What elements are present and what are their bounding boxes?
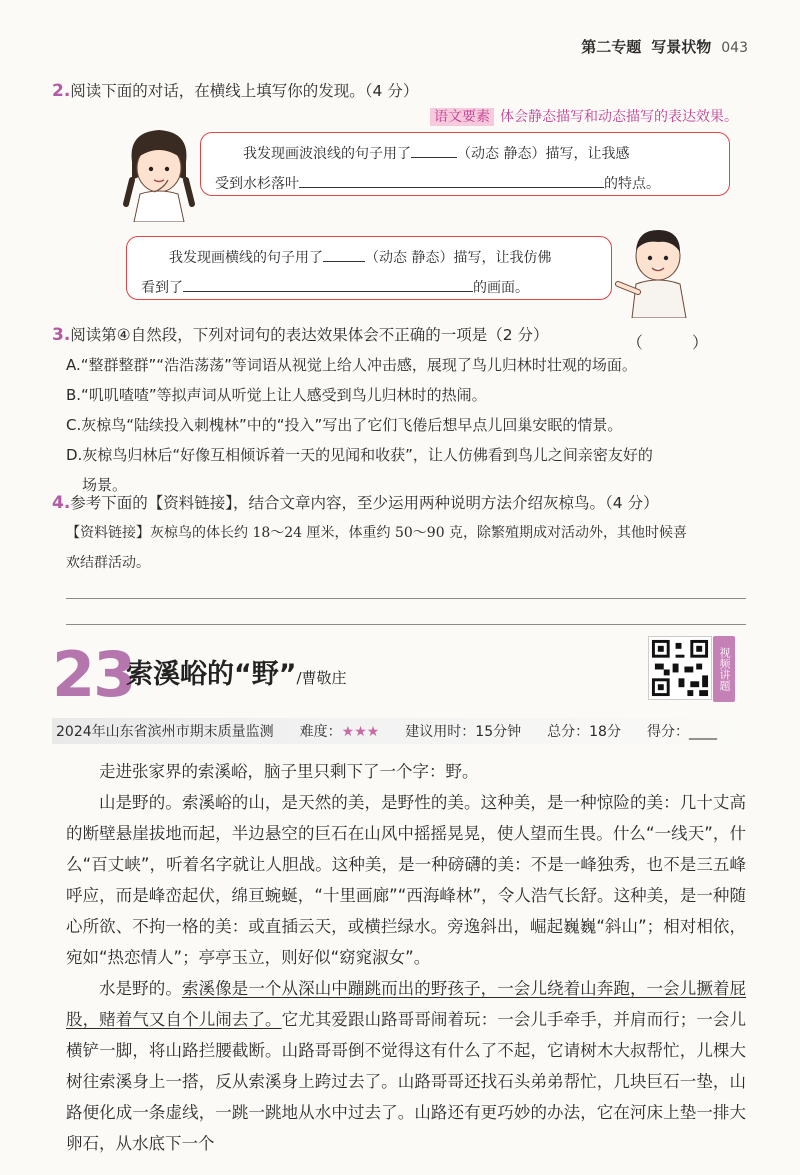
question-text: 参考下面的【资料链接】，结合文章内容，至少运用两种说明方法介绍灰椋鸟。（4 分） [70, 494, 659, 512]
question-number: 2. [52, 81, 71, 101]
option-d[interactable]: D.灰椋鸟归林后“好像互相倾诉着一天的见闻和收获”，让人仿佛看到鸟儿之间亲密友好的 [66, 446, 653, 464]
answer-blank-4[interactable] [183, 273, 473, 292]
bubble1-text-b: （动态 静态）描写，让我感 [457, 146, 630, 162]
difficulty [300, 721, 380, 741]
boy-illustration [612, 222, 698, 318]
page-number: 043 [721, 40, 748, 56]
answer-paren[interactable]: （ ） [626, 333, 730, 352]
bubble2-text-c: 看到了 [141, 280, 183, 296]
ref-label: 【资料链接】 [66, 525, 150, 541]
paragraph-1: 走进张家界的索溪峪，脑子里只剩下了一个字：野。 [99, 762, 479, 781]
score-field[interactable]: 得分：____ [646, 724, 717, 740]
lesson-title-text: 索溪峪的“野” [126, 659, 297, 690]
speech-bubble-boy [126, 236, 612, 300]
question-4 [52, 492, 659, 514]
question-number: 3. [52, 325, 71, 345]
bubble1-text-a: 我发现画波浪线的句子用了 [243, 146, 411, 162]
qr-code-icon[interactable] [648, 636, 712, 700]
bubble1-text-c: 受到水杉落叶 [215, 176, 299, 192]
p3-underlined: 索溪像是一个从深山中蹦跳而出的野孩子，一会儿绕着山奔跑，一会儿撅着屁股，赌着气又自个儿闹去了。 [66, 979, 747, 1029]
answer-blank-3[interactable] [323, 243, 365, 262]
answer-blank-1[interactable] [411, 139, 457, 158]
element-tag-text: 体会静态描写和动态描写的表达效果。 [500, 109, 738, 125]
option-d-cont: 场景。 [82, 476, 128, 494]
video-explain-tab[interactable]: 视频讲题 [713, 636, 735, 702]
lesson-title [126, 652, 347, 691]
bubble2-text-d: 的画面。 [473, 280, 529, 296]
q3-options [66, 350, 746, 500]
option-a[interactable]: A.“整群整群”“浩浩荡荡”等词语从视觉上给人冲击感，展现了鸟儿归林时壮观的场面。 [66, 356, 637, 374]
element-tag-row [430, 106, 738, 126]
question-text: 阅读第④自然段，下列对词句的表达效果体会不正确的一项是（2 分） [70, 326, 549, 344]
bubble2-text-a: 我发现画横线的句子用了 [169, 250, 323, 266]
paragraph-2: 山是野的。索溪峪的山，是天然的美，是野性的美。这种美，是一种惊险的美：几十丈高的断壁悬崖拔地而起，半边悬空的巨石在山风中摇摇晃晃，使人望而生畏。什么“一线天”，什么“百丈峡”，听着名字就让人胆战。这种美，是一种磅礴的美：不是一峰独秀，也不是三五峰呼应，而是峰峦起伏，绵亘蜿蜒，“十里画廊”“西海峰林”，令人浩气长舒。这种美，是一种随心所欲、不拘一格的美：或直插云天，或横拦绿水。旁逸斜出，崛起巍巍“斜山”；相对相依，宛如“热恋情人”；亭亭玉立，则好似“窈窕淑女”。 [66, 793, 746, 967]
girl-illustration [118, 122, 200, 222]
difficulty-stars: ★★★ [341, 724, 380, 740]
section-label: 第二专题 [581, 38, 642, 56]
bubble2-text-b: （动态 静态）描写，让我仿佛 [365, 250, 552, 266]
question-number: 4. [52, 493, 71, 513]
p3-pre: 水是野的。 [99, 979, 182, 998]
ref-text-2: 欢结群活动。 [66, 555, 150, 571]
reference-link [66, 518, 746, 578]
question-3 [52, 324, 548, 346]
suggested-time: 建议用时：15分钟 [405, 724, 522, 740]
answer-line-1[interactable] [66, 598, 746, 599]
answer-blank-2[interactable] [299, 169, 604, 188]
p3-post: 它尤其爱跟山路哥哥闹着玩：一会儿手牵手，并肩而行；一会儿横铲一脚，将山路拦腰截断。山路哥哥倒不觉得这有什么了不起，它请树木大叔帮忙，儿棵大树往索溪身上一搭，反从索溪身上跨过去了。山路哥哥还找石头弟弟帮忙，几块巨石一垫，山路便化成一条虚线，一跳一跳地从水中过去了。山路还有更巧妙的办法，它在河床上垫一排大卵石，从水底下一个 [66, 1010, 747, 1153]
ref-text-1: 灰椋鸟的体长约 18～24 厘米，体重约 50～90 克，除繁殖期成对活动外，其他时候喜 [150, 525, 688, 541]
lesson-author: /曹敬庄 [296, 669, 347, 687]
page-header [581, 36, 748, 57]
option-c[interactable]: C.灰椋鸟“陆续投入刺槐林”中的“投入”写出了它们飞倦后想早点儿回巢安眠的情景。 [66, 416, 623, 434]
passage [66, 756, 746, 1159]
option-b[interactable]: B.“叽叽喳喳”等拟声词从听觉上让人感受到鸟儿归林时的热闹。 [66, 386, 487, 404]
paragraph-3 [66, 973, 746, 1159]
lesson-number: 23 [52, 638, 135, 711]
total-score: 总分：18分 [547, 724, 621, 740]
exam-source: 2024年山东省滨州市期末质量监测 [56, 724, 274, 740]
element-tag: 语文要素 [430, 108, 494, 126]
info-bar [52, 718, 752, 744]
question-text: 阅读下面的对话，在横线上填写你的发现。（4 分） [70, 82, 419, 100]
bubble1-text-d: 的特点。 [604, 176, 660, 192]
speech-bubble-girl [200, 132, 730, 196]
topic-label: 写景状物 [651, 38, 712, 56]
answer-line-2[interactable] [66, 624, 746, 625]
difficulty-label: 难度： [299, 724, 342, 740]
question-2 [52, 80, 418, 102]
